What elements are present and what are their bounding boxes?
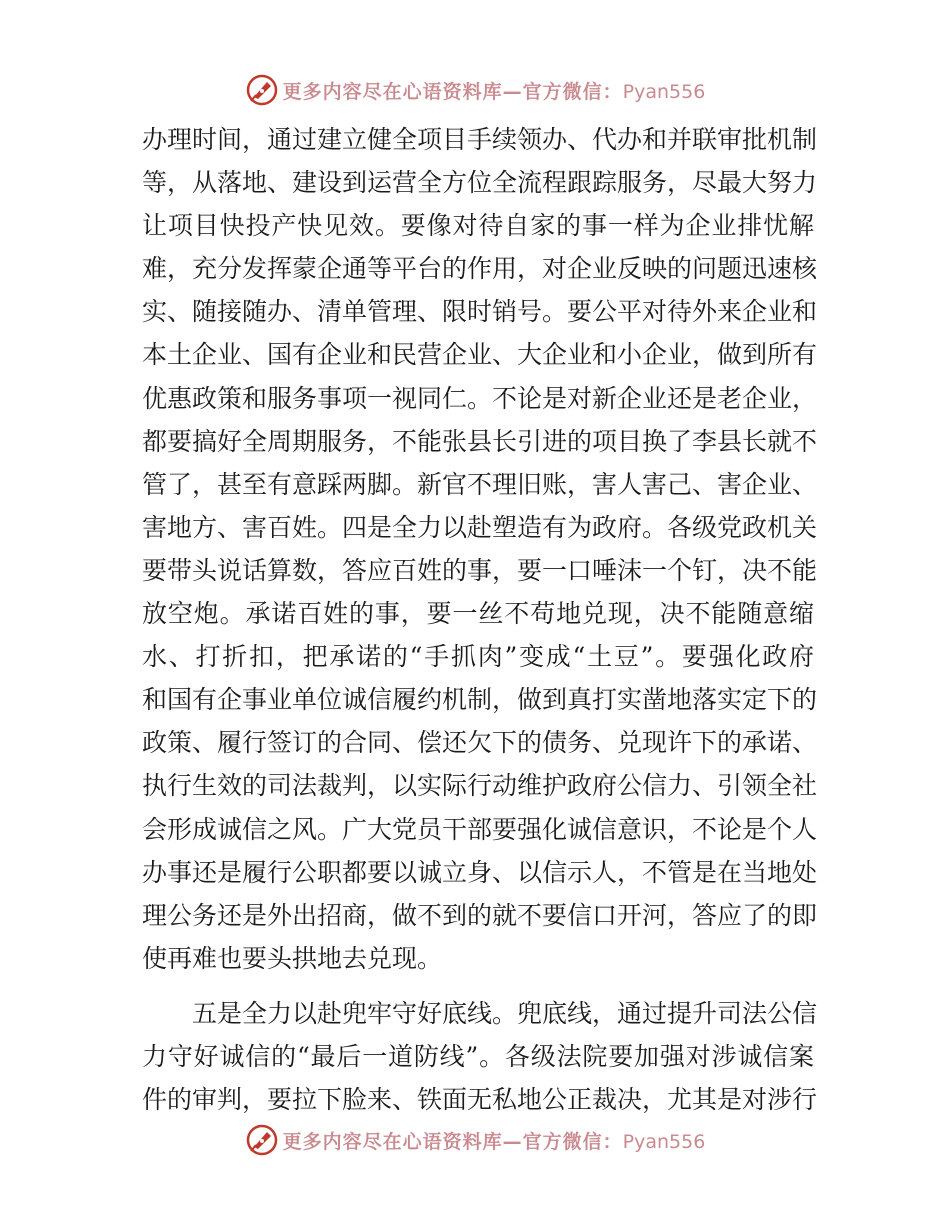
text-line: 办事还是履行公职都要以诚立身、以信示人，不管是在当地处 [142, 857, 818, 887]
text-line: 会形成诚信之风。广大党员干部要强化诚信意识，不论是个人 [142, 814, 818, 844]
header-banner-code: Pyan556 [622, 80, 706, 103]
header-banner [0, 70, 950, 110]
text-line: 难，充分发挥蒙企通等平台的作用，对企业反映的问题迅速核 [142, 254, 818, 284]
pen-nib-logo-icon [245, 1123, 279, 1157]
footer-banner [0, 1120, 950, 1160]
text-line: 要带头说话算数，答应百姓的事，要一口唾沫一个钉，决不能 [142, 555, 818, 585]
paragraph-2 [142, 992, 818, 1121]
paragraph-1 [142, 118, 818, 980]
text-line: 管了，甚至有意踩两脚。新官不理旧账，害人害己、害企业、 [142, 469, 818, 499]
text-line: 五是全力以赴兜牢守好底线。兜底线，通过提升司法公信 [192, 998, 818, 1028]
text-line: 本土企业、国有企业和民营企业、大企业和小企业，做到所有 [142, 340, 818, 370]
text-line: 执行生效的司法裁判，以实际行动维护政府公信力、引领全社 [142, 771, 818, 801]
pen-nib-logo-icon [245, 73, 279, 107]
text-line: 害地方、害百姓。四是全力以赴塑造有为政府。各级党政机关 [142, 512, 818, 542]
text-line: 件的审判，要拉下脸来、铁面无私地公正裁决，尤其是对涉行 [142, 1085, 818, 1115]
text-line: 都要搞好全周期服务，不能张县长引进的项目换了李县长就不 [142, 426, 818, 456]
text-line: 使再难也要头拱地去兑现。 [142, 943, 443, 973]
header-banner-text: 更多内容尽在心语资料库—官方微信：Pyan556 [282, 80, 706, 103]
document-body [142, 118, 818, 1121]
footer-banner-text: 更多内容尽在心语资料库—官方微信：Pyan556 [282, 1130, 706, 1153]
text-line: 力守好诚信的“最后一道防线”。各级法院要加强对涉诚信案 [142, 1041, 814, 1071]
text-line: 实、随接随办、清单管理、限时销号。要公平对待外来企业和 [142, 297, 818, 327]
paragraph-gap [142, 980, 814, 992]
text-line: 让项目快投产快见效。要像对待自家的事一样为企业排忧解 [142, 211, 814, 241]
text-line: 和国有企事业单位诚信履约机制，做到真打实凿地落实定下的 [142, 685, 818, 715]
footer-banner-code: Pyan556 [622, 1130, 706, 1153]
text-line: 水、打折扣，把承诺的“手抓肉”变成“土豆”。要强化政府 [142, 642, 814, 672]
text-line: 放空炮。承诺百姓的事，要一丝不苟地兑现，决不能随意缩 [142, 599, 814, 629]
text-line: 政策、履行签订的合同、偿还欠下的债务、兑现许下的承诺、 [142, 728, 818, 758]
text-line: 优惠政策和服务事项一视同仁。不论是对新企业还是老企业， [142, 383, 818, 413]
text-line: 办理时间，通过建立健全项目手续领办、代办和并联审批机制 [142, 125, 818, 154]
text-line: 等，从落地、建设到运营全方位全流程跟踪服务，尽最大努力 [142, 168, 818, 198]
text-line: 理公务还是外出招商，做不到的就不要信口开河，答应了的即 [142, 900, 818, 930]
